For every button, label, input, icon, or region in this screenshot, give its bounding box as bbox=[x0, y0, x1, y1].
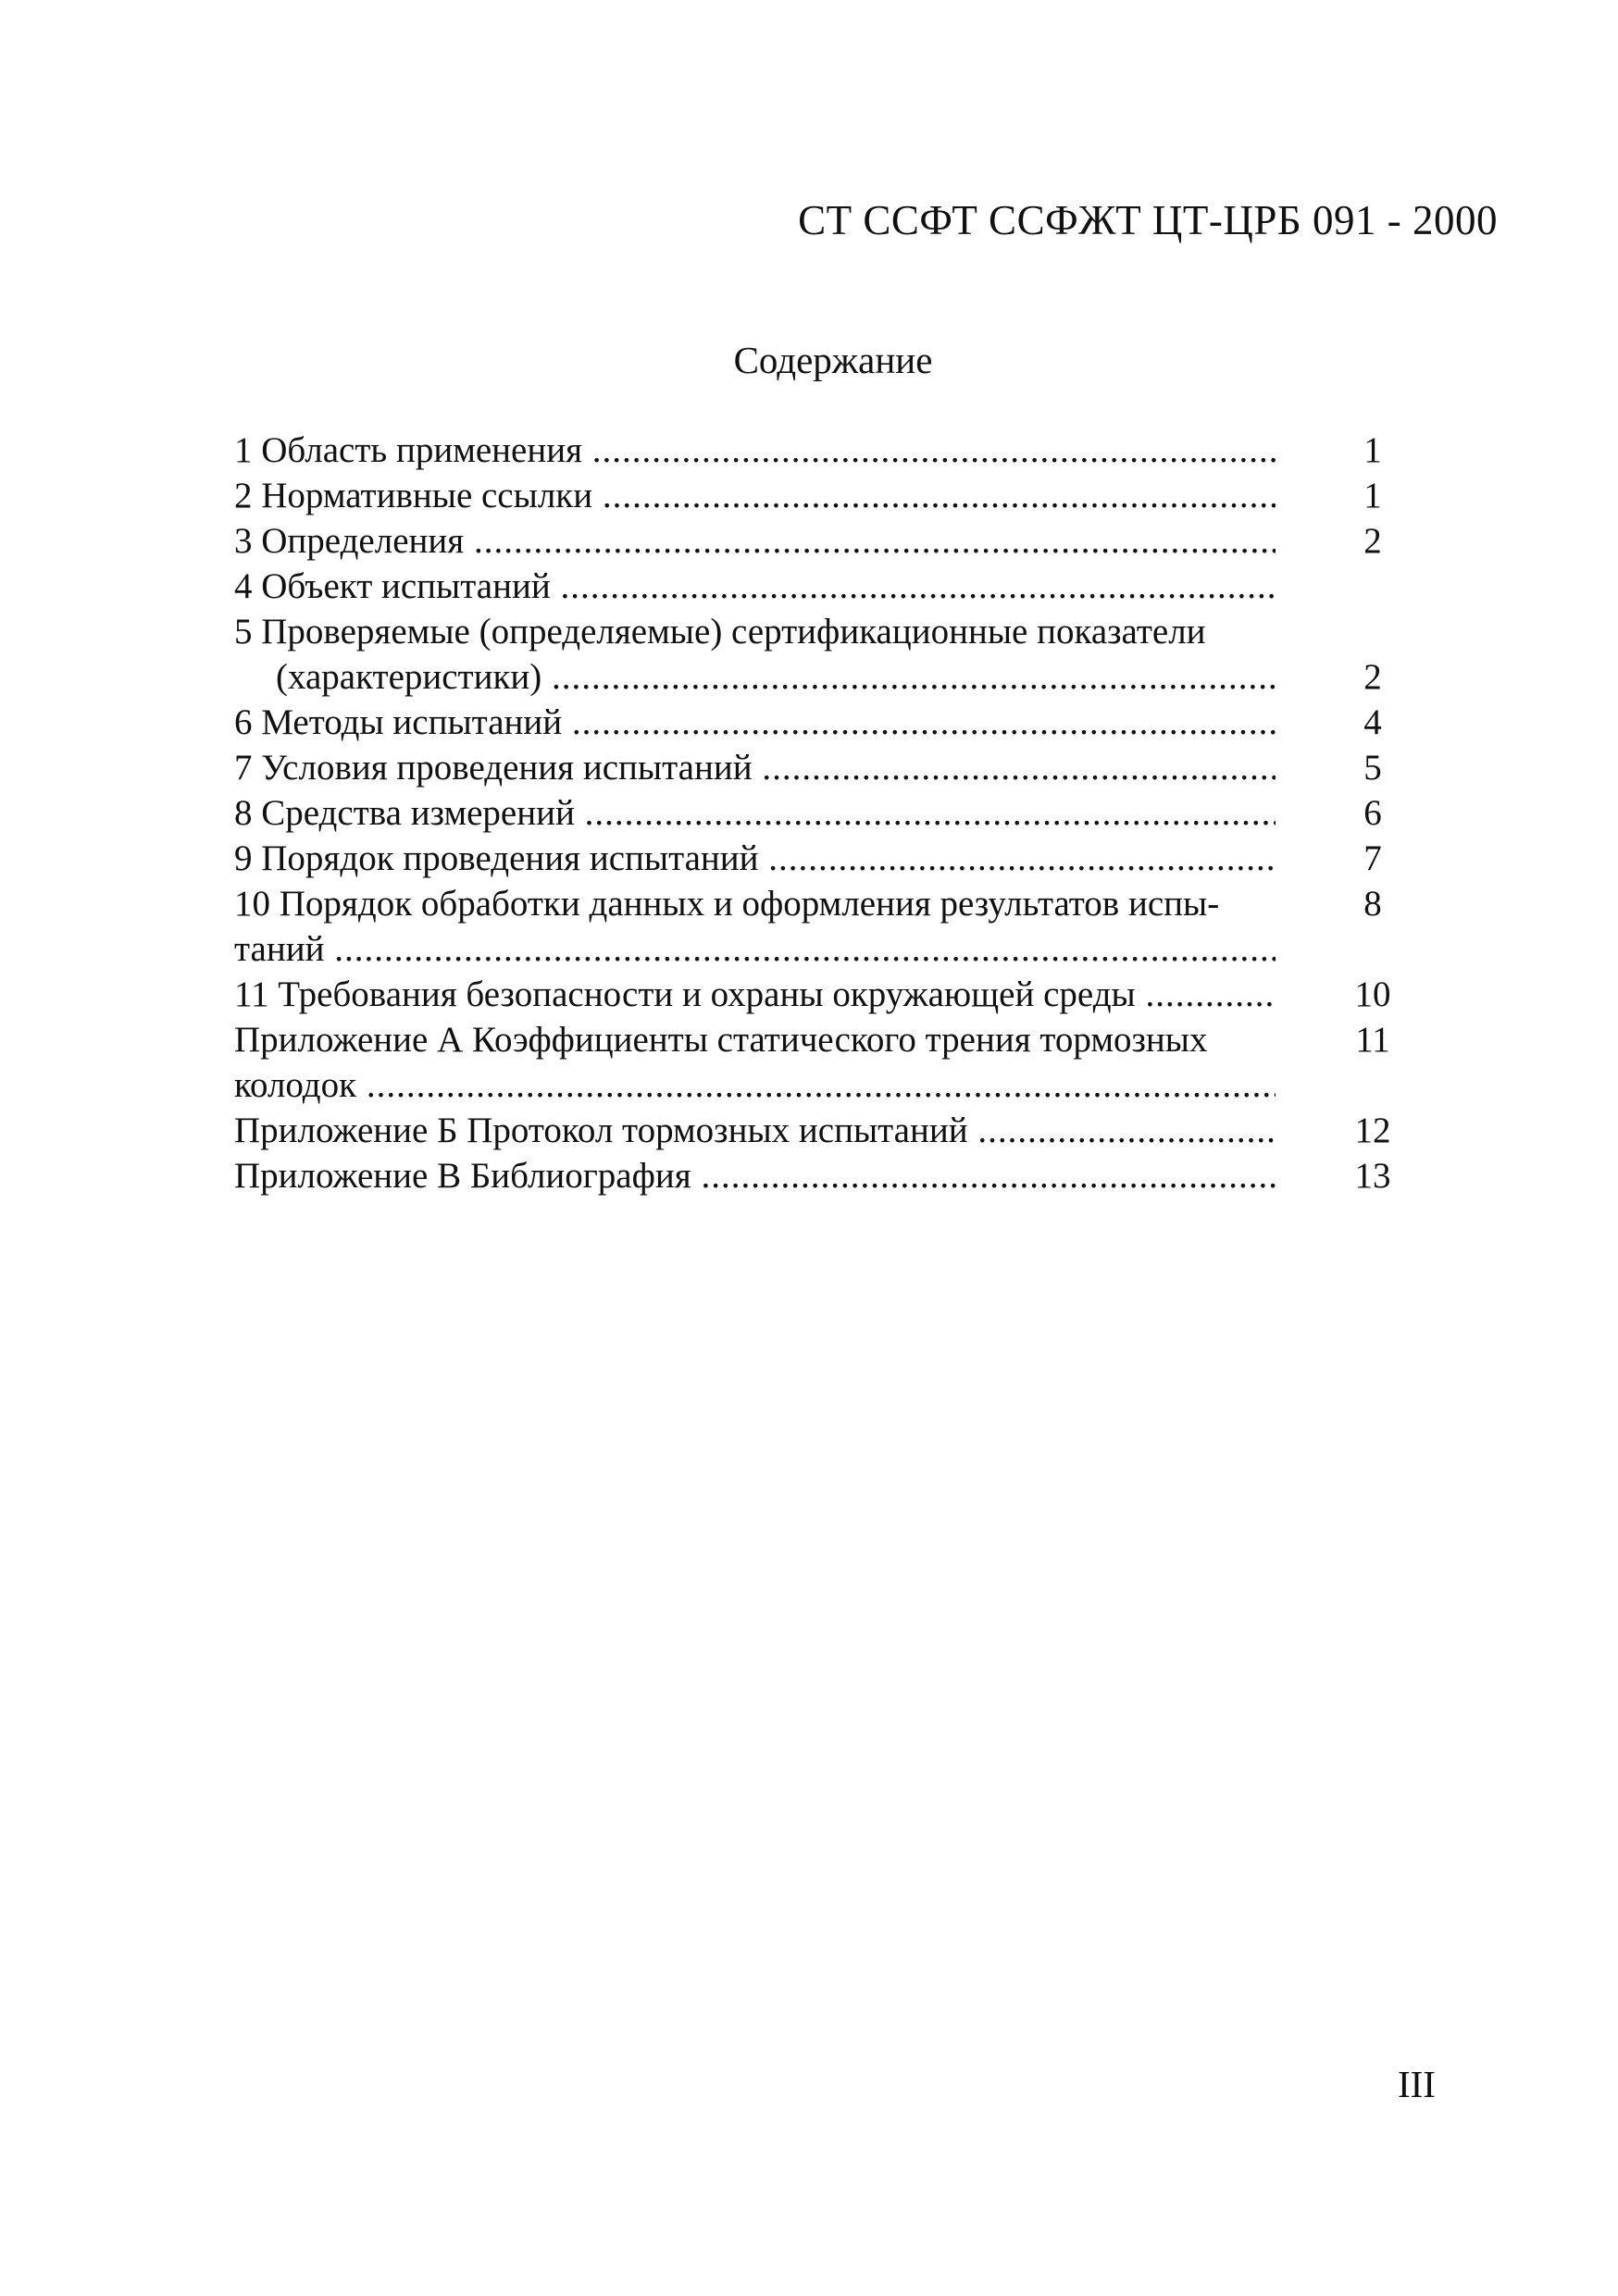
toc-entry bbox=[234, 1108, 1410, 1153]
toc-entry-page: 5 bbox=[1363, 748, 1382, 788]
toc-title: Содержание bbox=[733, 339, 933, 381]
toc-entry bbox=[234, 1017, 1410, 1062]
toc-entry bbox=[234, 790, 1410, 836]
toc-entry bbox=[234, 972, 1410, 1017]
toc-entry-text: 1 Область применения ..... bbox=[234, 428, 1276, 473]
toc-entry-page: 11 bbox=[1355, 1020, 1390, 1060]
toc-entry-text: Приложение А Коэффициенты статического трения тормозных bbox=[234, 1020, 1208, 1060]
toc-entry bbox=[234, 654, 1410, 700]
toc-entry-text: 6 Методы испытаний ..... bbox=[234, 700, 1276, 745]
toc-entry-text: 11 Требования безопасности и охраны окружающей среды ..... bbox=[234, 972, 1276, 1017]
toc-entry-page: 2 bbox=[1363, 657, 1382, 697]
toc-entry-text: колодок ..... bbox=[234, 1062, 1276, 1108]
toc-entry bbox=[234, 609, 1410, 654]
toc-entry-page: 10 bbox=[1354, 974, 1391, 1014]
toc-entry bbox=[234, 564, 1410, 609]
toc-entry bbox=[234, 473, 1410, 518]
toc-entry-page: 6 bbox=[1363, 793, 1382, 833]
toc-entry-text: 3 Определения ..... bbox=[234, 518, 1276, 564]
toc-entry-text: 5 Проверяемые (определяемые) сертификационные показатели bbox=[234, 612, 1206, 652]
toc-entry-page: 2 bbox=[1363, 521, 1382, 561]
toc-entry-text: Приложение В Библиография ..... bbox=[234, 1153, 1276, 1198]
table-of-contents bbox=[234, 428, 1410, 1198]
toc-entry-text: 7 Условия проведения испытаний ..... bbox=[234, 745, 1276, 790]
toc-entry-page: 7 bbox=[1363, 838, 1382, 878]
toc-entry-page: 1 bbox=[1363, 430, 1382, 470]
toc-entry bbox=[234, 428, 1410, 473]
toc-entry bbox=[234, 700, 1410, 745]
toc-entry-text: (характеристики) ..... bbox=[276, 654, 1276, 700]
toc-entry-text: 4 Объект испытаний ..... bbox=[234, 564, 1276, 609]
toc-entry bbox=[234, 836, 1410, 881]
toc-entry-page: 1 bbox=[1363, 476, 1382, 515]
toc-entry bbox=[234, 926, 1410, 972]
document-code: СТ ССФТ ССФЖТ ЦТ-ЦРБ 091 - 2000 bbox=[798, 197, 1498, 243]
toc-entry-page: 12 bbox=[1354, 1111, 1391, 1150]
toc-entry-text: 10 Порядок обработки данных и оформления результатов испы- bbox=[234, 884, 1220, 924]
toc-entry-page: 8 bbox=[1363, 884, 1382, 924]
toc-entry-text: 9 Порядок проведения испытаний ..... bbox=[234, 836, 1276, 881]
toc-entry-text: таний ..... bbox=[234, 926, 1276, 972]
toc-entry-text: 2 Нормативные ссылки ..... bbox=[234, 473, 1276, 518]
page-number: III bbox=[1398, 2063, 1436, 2105]
toc-entry bbox=[234, 518, 1410, 564]
toc-entry-text: Приложение Б Протокол тормозных испытаний ..... bbox=[234, 1108, 1276, 1153]
toc-entry bbox=[234, 1062, 1410, 1108]
toc-entry-page: 4 bbox=[1363, 702, 1382, 742]
toc-entry bbox=[234, 745, 1410, 790]
toc-entry bbox=[234, 1153, 1410, 1198]
toc-entry bbox=[234, 881, 1410, 926]
toc-entry-page: 13 bbox=[1354, 1156, 1391, 1196]
toc-entry-text: 8 Средства измерений ..... bbox=[234, 790, 1276, 836]
